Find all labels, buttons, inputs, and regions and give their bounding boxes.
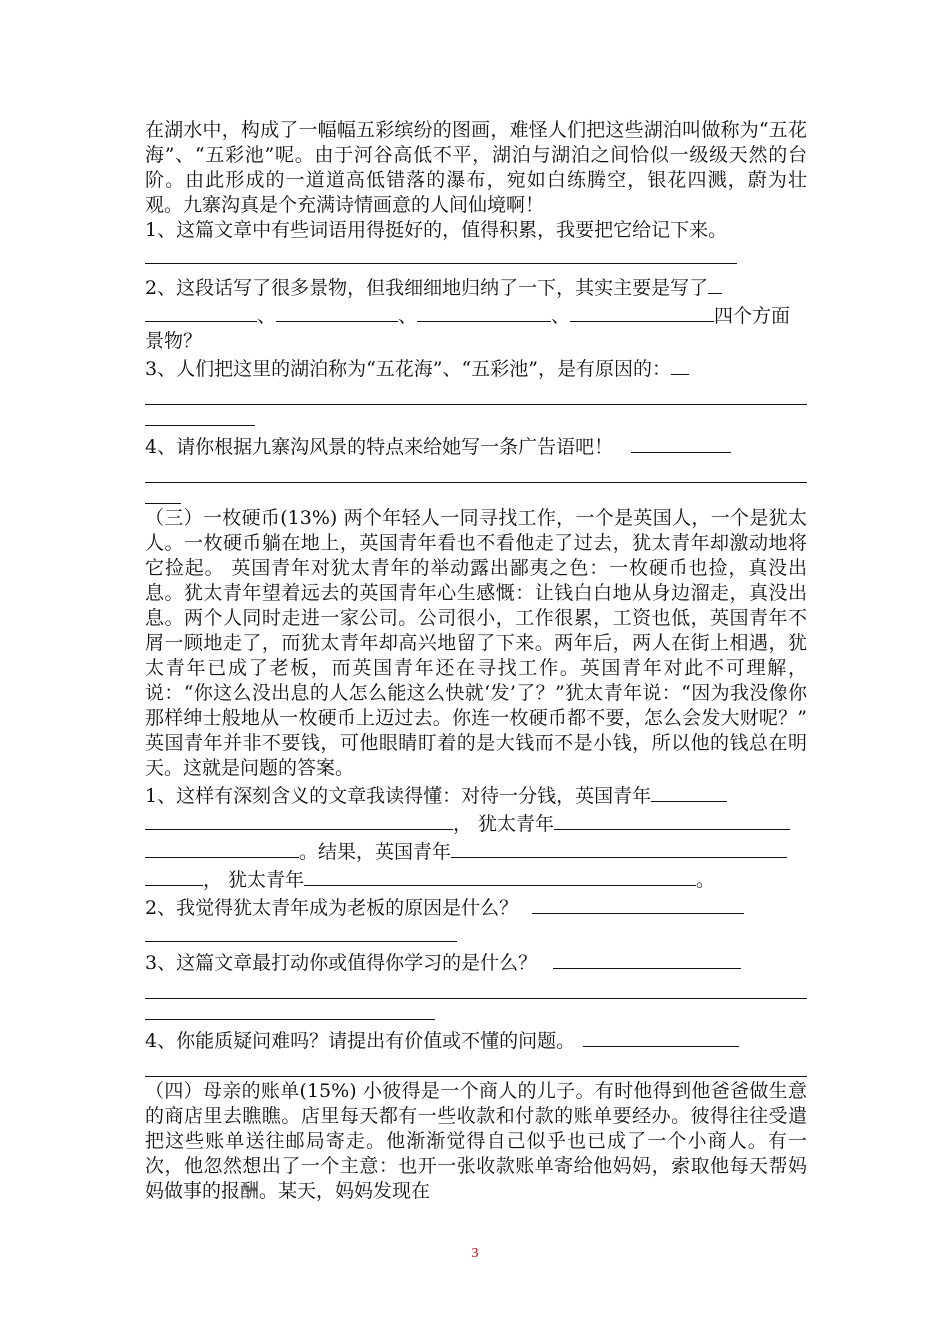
answer-line[interactable] [145,243,737,264]
section3-question-3 [145,948,807,976]
answer-blank[interactable] [145,837,299,858]
section2-question-1: 1、这篇文章中有些词语用得挺好的，值得积累，我要把它给记下来。 [145,219,728,241]
answer-blank[interactable] [553,948,741,969]
answer-blank[interactable] [631,432,731,453]
answer-blank[interactable] [651,781,727,802]
answer-blank[interactable] [304,865,696,886]
answer-blank[interactable] [554,809,790,830]
section3-question-2 [145,893,807,921]
section3-question-4 [145,1026,807,1054]
answer-blank[interactable] [583,1026,739,1047]
section3-passage: （三）一枚硬币(13%) 两个年轻人一同寻找工作，一个是英国人，一个是犹太人。一枚硬币躺在地上，英国青年看也不看他走了过去，犹太青年却激动地将它捡起。 英国青年对犹太青年的举动露出鄙夷之色：一枚硬币也捡，真没出息。犹太青年望着远去的英国青年心生感慨：让钱白白地从身边溜走，真没出息。两个人同时走进一家公司。公司很小，工作很累，工资也低，英国青年不屑一顾地走了，而犹太青年却高兴地留了下来。两年后，两人在街上相遇，犹太青年已成了老板，而英国青年还在寻找工作。英国青年对此不可理解，说：“你这么没出息的人怎么能这么快就‘发’了？”犹太青年说：“因为我没像你那样绅士般地从一枚硬币上迈过去。你连一枚硬币都不要，怎么会发大财呢？” 英国青年并非不要钱，可他眼睛盯着的是大钱而不是小钱，所以他的钱总在明天。这就是问题的答案。 [145,507,807,779]
answer-line[interactable] [145,1056,807,1077]
section2-question-2 [145,273,807,301]
q4-text: 4、请你根据九寨沟风景的特点来给她写一条广告语吧！ [145,436,614,458]
s3q1-e: 。 [696,869,716,891]
answer-blank[interactable] [145,865,203,886]
answer-blank[interactable] [671,354,689,375]
answer-blank[interactable] [570,301,714,322]
q2-sep: 、 [398,305,418,327]
section3-question-1-line2 [145,809,807,837]
answer-blank[interactable] [145,301,257,322]
answer-line[interactable] [145,921,457,942]
s3q3-text: 3、这篇文章最打动你或值得你学习的是什么？ [145,952,538,974]
section2-question-2-end: 景物？ [145,330,203,352]
section2-question-2-line2 [145,301,807,329]
answer-line[interactable] [145,978,807,999]
section2-question-3 [145,354,807,382]
answer-line[interactable] [145,405,255,426]
section2-passage-end: 在湖水中，构成了一幅幅五彩缤纷的图画，难怪人们把这些湖泊叫做称为“五花海”、“五彩池”呢。由于河谷高低不平，湖泊与湖泊之间恰似一级级天然的台阶。由此形成的一道道高低错落的瀑布，宛如白练腾空，银花四溅，蔚为壮观。九寨沟真是个充满诗情画意的人间仙境啊！ [145,119,807,216]
s3q1-d: ， 犹太青年 [203,869,305,891]
section2-question-4 [145,432,807,460]
section3-question-1-line4 [145,865,807,893]
s3q1-text: 1、这样有深刻含义的文章我读得懂：对待一分钱，英国青年 [145,785,652,807]
answer-line[interactable] [145,384,807,405]
answer-line[interactable] [145,999,435,1020]
answer-blank[interactable] [451,837,787,858]
q2-sep: 、 [257,305,277,327]
s3q1-b: ， 犹太青年 [453,813,555,835]
section3-question-1 [145,781,807,809]
page-number: 3 [471,1246,479,1261]
q2-sep: 、 [551,305,571,327]
s3q4-text: 4、你能质疑问难吗？请提出有价值或不懂的问题。 [145,1030,576,1052]
q2-tail: 四个方面 [714,305,791,327]
s3q1-c: 。结果，英国青年 [299,841,452,863]
answer-blank[interactable] [417,301,551,322]
q3-text: 3、人们把这里的湖泊称为“五花海”、“五彩池”，是有原因的： [145,358,671,380]
q2-text: 2、这段话写了很多景物，但我细细地归纳了一下，其实主要是写了 [145,277,709,299]
section3-question-1-line3 [145,837,807,865]
answer-blank[interactable] [708,273,722,294]
section4-passage: （四）母亲的账单(15%) 小彼得是一个商人的儿子。有时他得到他爸爸做生意的商店里去瞧瞧。店里每天都有一些收款和付款的账单要经办。彼得往往受遣把这些账单送往邮局寄走。他渐渐觉得自己似乎也已成了一个小商人。有一次，他忽然想出了一个主意：也开一张收款账单寄给他妈妈，索取他每天帮妈妈做事的报酬。某天，妈妈发现在 [145,1080,807,1202]
s3q2-text: 2、我觉得犹太青年成为老板的原因是什么？ [145,897,519,919]
answer-blank[interactable] [276,301,398,322]
answer-blank[interactable] [145,809,453,830]
answer-line[interactable] [145,462,807,483]
answer-line[interactable] [145,483,181,504]
document-page [145,118,807,1204]
answer-blank[interactable] [532,893,744,914]
